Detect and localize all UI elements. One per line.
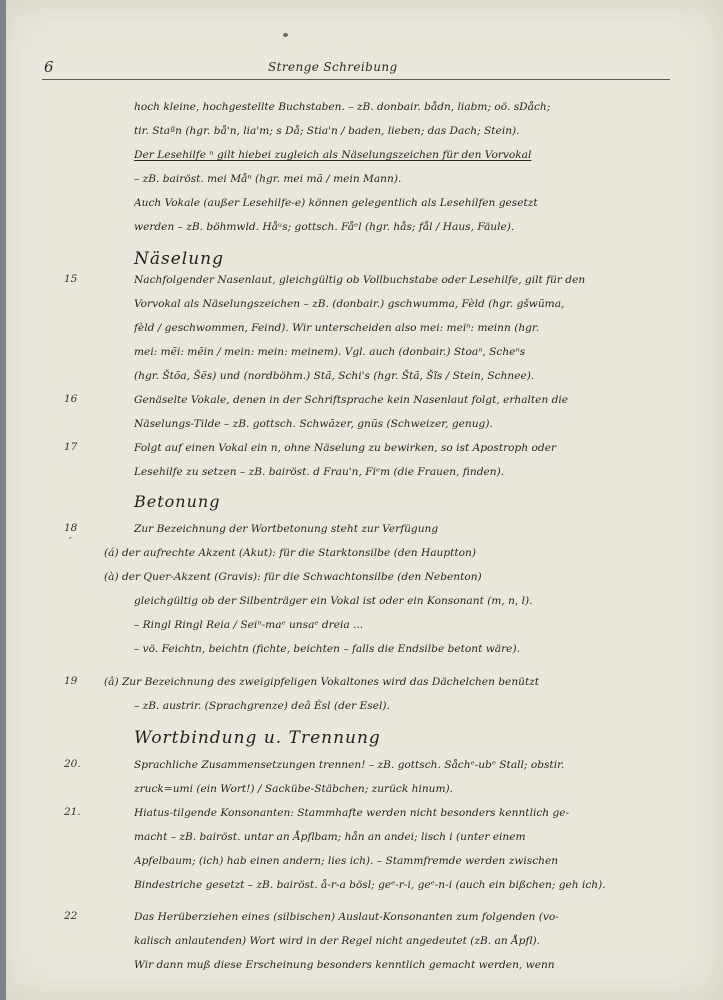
page-number: 6	[44, 58, 54, 76]
item-number: 16	[64, 393, 78, 405]
text-line: – zB. austrir. (Sprachgrenze) deâ Ésl (der Esel).	[134, 700, 390, 712]
text-line: Näselungs-Tilde – zB. gottsch. Schwãzer, gnũs (Schweizer, genug).	[134, 418, 493, 430]
item-number: 15	[64, 273, 78, 285]
scanner-edge	[0, 0, 6, 1000]
text-line: – vö. Feichtn, beichtn (fichte, beichten – falls die Endsilbe betont wäre).	[134, 643, 520, 655]
text-line: Sprachliche Zusammensetzungen trennen! – zB. gottsch. Såchᵉ-ubᵉ Stall; obstir.	[134, 759, 565, 771]
text-line: Auch Vokale (außer Lesehilfe-e) können gelegentlich als Lesehilfen gesetzt	[134, 197, 538, 209]
text-line: Der Lesehilfe ⁿ gilt hiebei zugleich als Näselungszeichen für den Vorvokal	[134, 149, 532, 161]
text-line: Apfelbaum; (ich) hab einen andern; lies ich). – Stammfremde werden zwischen	[134, 855, 559, 867]
section-heading: Wortbindung u. Trennung	[134, 728, 381, 748]
item-number: 22	[64, 910, 78, 922]
text-line: tir. Staªn (hgr. bå'n, lia'm; s Då; Stia'n / baden, lieben; das Dach; Stein).	[134, 125, 520, 137]
item-number: 21.	[64, 806, 81, 818]
text-line: (â) Zur Bezeichnung des zweigipfeligen Vokaltones wird das Dächelchen benützt	[104, 676, 540, 688]
section-heading: Näselung	[134, 249, 225, 269]
text-line: zruck=umi (ein Wort!) / Sackübe-Stäbchen; zurück hinum).	[134, 783, 454, 795]
text-line: (á) der aufrechte Akzent (Akut): für die Starktonsilbe (den Hauptton)	[104, 547, 476, 559]
header-rule	[42, 79, 670, 80]
text-line: Hiatus-tilgende Konsonanten: Stammhafte werden nicht besonders kenntlich ge-	[134, 807, 570, 819]
text-line: gleichgültig ob der Silbenträger ein Vokal ist oder ein Konsonant (m, n, l).	[134, 595, 533, 607]
item-number: 18	[64, 522, 78, 534]
item-number: 20.	[64, 758, 81, 770]
text-line: hoch kleine, hochgestellte Buchstaben. – zB. donbair. bådn, liabm; oö. sDåch;	[134, 101, 551, 113]
text-line: (hgr. Štõa, Šẽs) und (nordböhm.) Stã, Schi's (hgr. Štã, Šĩs / Stein, Schnee).	[134, 370, 535, 382]
section-heading: Betonung	[134, 492, 221, 511]
text-line: werden – zB. böhmwld. Håᵘs; gottsch. Fåᵉl (hgr. hås; fål / Haus, Fäule).	[134, 221, 515, 233]
text-line: macht – zB. bairöst. untar an Åpflbam; hån an andei; lisch i (unter einem	[134, 831, 526, 843]
running-head: Strenge Schreibung	[268, 60, 398, 74]
item-number: 17	[64, 441, 78, 453]
text-line: mei: mẽi: mẽin / mein: mein: meinem). Vgl. auch (donbair.) Stoaⁿ, Scheⁿs	[134, 346, 526, 358]
punch-mark	[283, 33, 288, 37]
text-line: fèld / geschwommen, Feind). Wir unterscheiden also mei: meiⁿ: meinn (hgr.	[134, 322, 540, 334]
text-line: Lesehilfe zu setzen – zB. bairöst. d Frau'n, Fiᵉm (die Frauen, finden).	[134, 466, 505, 478]
text-line: Zur Bezeichnung der Wortbetonung steht zur Verfügung	[134, 523, 439, 535]
text-line: kalisch anlautenden) Wort wird in der Regel nicht angedeutet (zB. an Åpfl).	[134, 935, 541, 947]
item-number: 19	[64, 675, 78, 687]
text-line: Vorvokal als Näselungszeichen – zB. (donbair.) gschwumma, Fèld (hgr. gšwũma,	[134, 298, 565, 310]
text-line: – Ringl Ringl Reia / Seiⁿ-maᵉ unsaᵉ dreia ...	[134, 619, 364, 631]
margin-mark: ˊ	[66, 536, 72, 549]
text-line: – zB. bairöst. mei Måⁿ (hgr. mei mã / mein Mann).	[134, 173, 402, 185]
text-line: Nachfolgender Nasenlaut, gleichgültig ob Vollbuchstabe oder Lesehilfe, gilt für den	[134, 274, 586, 286]
text-line: (à) der Quer-Akzent (Gravis): für die Schwachtonsilbe (den Nebenton)	[104, 571, 482, 583]
text-line: Folgt auf einen Vokal ein n, ohne Näselung zu bewirken, so ist Apostroph oder	[134, 442, 557, 454]
text-line: Bindestriche gesetzt – zB. bairöst. å-r-a bösl; geᵉ-r-i, geᵉ-n-i (auch ein bißchen; geh ich).	[134, 879, 606, 891]
text-line: Das Herüberziehen eines (silbischen) Auslaut-Konsonanten zum folgenden (vo-	[134, 911, 559, 923]
text-line: Wir dann muß diese Erscheinung besonders kenntlich gemacht werden, wenn	[134, 959, 555, 971]
text-line: Genäselte Vokale, denen in der Schriftsprache kein Nasenlaut folgt, erhalten die	[134, 394, 569, 406]
